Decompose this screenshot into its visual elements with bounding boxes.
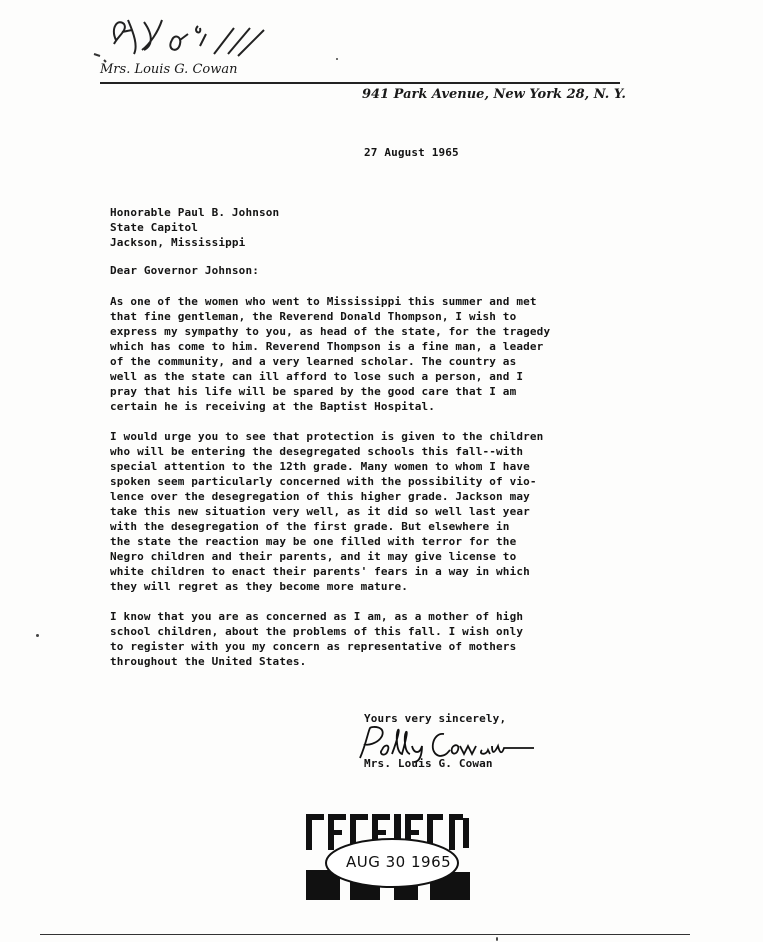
body-line: As one of the women who went to Mississippi this summer and met bbox=[110, 295, 537, 308]
body-line: take this new situation very well, as it did so well last year bbox=[110, 505, 530, 518]
body-line: spoken seem particularly concerned with the possibility of vio- bbox=[110, 475, 537, 488]
body-line: special attention to the 12th grade. Many women to whom I have bbox=[110, 460, 530, 473]
body-line: of the community, and a very learned scholar. The country as bbox=[110, 355, 517, 368]
body-line: pray that his life will be spared by the good care that I am bbox=[110, 385, 517, 398]
recipient-line: Jackson, Mississippi bbox=[110, 236, 246, 249]
body-line: certain he is receiving at the Baptist Hospital. bbox=[110, 400, 436, 413]
body-line: with the desegregation of the first grade. But elsewhere in bbox=[110, 520, 510, 533]
letterhead-divider bbox=[100, 82, 620, 84]
letterhead-address: 941 Park Avenue, New York 28, N. Y. bbox=[362, 87, 626, 102]
paper-speck bbox=[496, 937, 498, 941]
handwritten-annotation bbox=[88, 10, 278, 70]
paper-speck bbox=[36, 634, 39, 637]
salutation: Dear Governor Johnson: bbox=[110, 264, 259, 277]
body-line: school children, about the problems of this fall. I wish only bbox=[110, 625, 524, 638]
bottom-divider bbox=[40, 934, 690, 935]
paragraph-1 bbox=[110, 294, 610, 414]
paragraph-2 bbox=[110, 429, 610, 594]
body-line: I would urge you to see that protection is given to the children bbox=[110, 430, 544, 443]
paper-speck bbox=[336, 58, 338, 60]
body-line: well as the state can ill afford to lose such a person, and I bbox=[110, 370, 524, 383]
recipient-line: State Capitol bbox=[110, 221, 199, 234]
body-line: the state the reaction may be one filled with terror for the bbox=[110, 535, 517, 548]
recipient-line: Honorable Paul B. Johnson bbox=[110, 206, 280, 219]
letterhead-name: Mrs. Louis G. Cowan bbox=[100, 62, 238, 77]
body-line: lence over the desegregation of this higher grade. Jackson may bbox=[110, 490, 530, 503]
body-line: throughout the United States. bbox=[110, 655, 307, 668]
letter-body bbox=[110, 294, 610, 684]
body-line: express my sympathy to you, as head of the state, for the tragedy bbox=[110, 325, 551, 338]
stamp-date: AUG 30 1965 bbox=[346, 853, 452, 871]
body-line: white children to enact their parents' fears in a way in which bbox=[110, 565, 530, 578]
letter-date: 27 August 1965 bbox=[364, 146, 459, 159]
paragraph-3 bbox=[110, 609, 610, 669]
body-line: they will regret as they become more mature. bbox=[110, 580, 408, 593]
recipient-address bbox=[110, 205, 279, 250]
body-line: I know that you are as concerned as I am, as a mother of high bbox=[110, 610, 524, 623]
signed-name: Mrs. Louis G. Cowan bbox=[364, 757, 493, 770]
body-line: which has come to him. Reverend Thompson is a fine man, a leader bbox=[110, 340, 544, 353]
closing: Yours very sincerely, bbox=[364, 712, 507, 725]
body-line: to register with you my concern as representative of mothers bbox=[110, 640, 517, 653]
body-line: who will be entering the desegregated schools this fall--with bbox=[110, 445, 524, 458]
body-line: Negro children and their parents, and it may give license to bbox=[110, 550, 517, 563]
body-line: that fine gentleman, the Reverend Donald Thompson, I wish to bbox=[110, 310, 517, 323]
